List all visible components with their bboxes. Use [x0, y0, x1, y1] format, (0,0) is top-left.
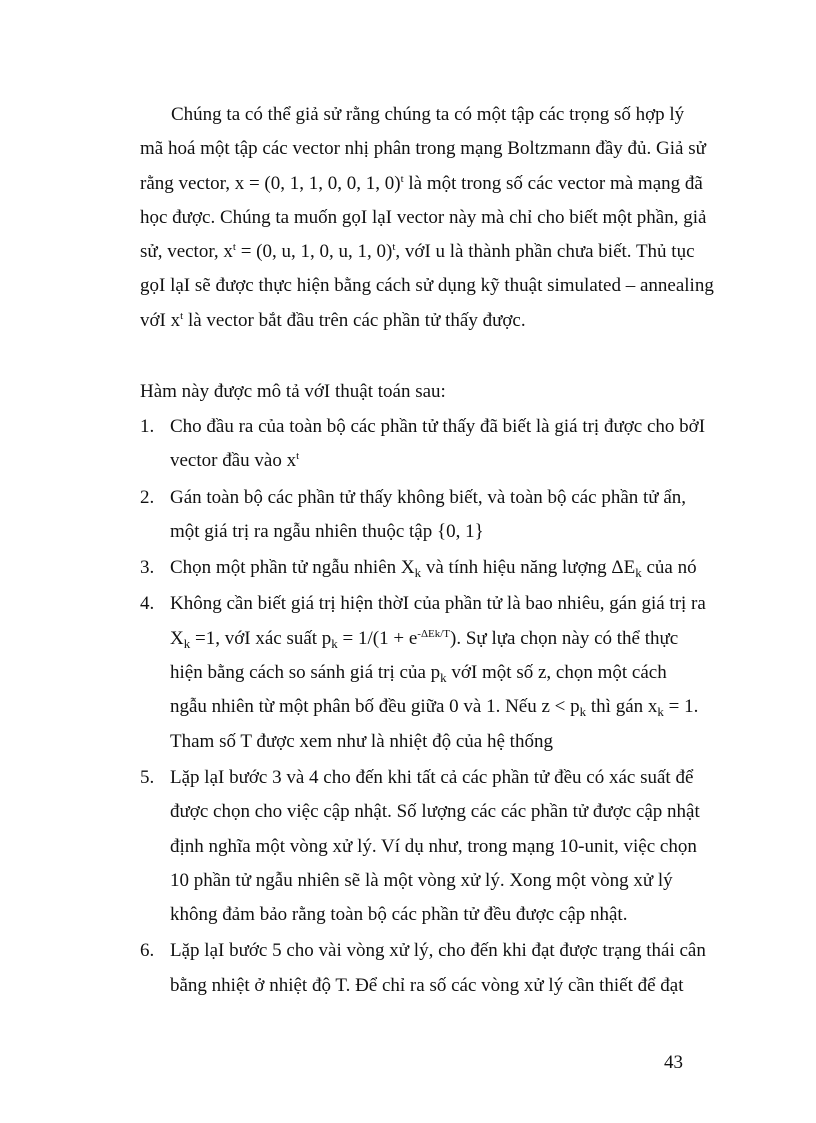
page-number: 43 — [664, 1052, 683, 1073]
step-number: 4. — [140, 593, 155, 615]
intro-paragraph — [140, 98, 714, 338]
step-text-line: vector đầu vào $x^t$ — [170, 450, 300, 472]
algorithm-steps-list — [140, 410, 720, 1005]
step-number: 1. — [140, 416, 155, 437]
intro-line-7: vớI $x^t$ là vector bắt đầu trên các phần tử thấy được. — [140, 309, 526, 331]
step-text-line: Lặp lạI bước 5 cho vài vòng xử lý, cho đến khi đạt được trạng thái cân — [170, 940, 706, 962]
step-text-line: Không cần biết giá trị hiện thờI của phần tử là bao nhiêu, gán giá trị ra — [170, 593, 706, 615]
step-number: 3. — [140, 557, 155, 579]
intro-line-3: rằng vector, x = (0, 1, 1, 0, 0, 1, 0)$^t$ là một trong số các vector mà mạng đã — [140, 172, 703, 194]
step-text-line: một giá trị ra ngẫu nhiên thuộc tập {0, 1} — [170, 520, 484, 542]
intro-line-4: học được. Chúng ta muốn gọI lạI vector này mà chỉ cho biết một phần, giả — [140, 206, 707, 228]
step-text-line: Lặp lạI bước 3 và 4 cho đến khi tất cả các phần tử đều có xác suất để — [170, 766, 694, 788]
step-text-line: 10 phần tử ngẫu nhiên sẽ là một vòng xử lý. Xong một vòng xử lý — [170, 869, 673, 891]
step-number: 5. — [140, 766, 155, 788]
step-number: 2. — [140, 486, 155, 508]
step-text-line: bằng nhiệt ở nhiệt độ T. Để chỉ ra số các vòng xử lý cần thiết để đạt — [170, 974, 684, 996]
intro-line-2: mã hoá một tập các vector nhị phân trong mạng Boltzmann đầy đủ. Giả sử — [140, 138, 706, 160]
list-item — [140, 551, 720, 585]
list-item — [140, 934, 720, 1003]
list-item — [140, 481, 720, 550]
step-text-line: Gán toàn bộ các phần tử thấy không biết, và toàn bộ các phần tử ẩn, — [170, 486, 687, 508]
step-text-line: định nghĩa một vòng xử lý. Ví dụ như, trong mạng 10-unit, việc chọn — [170, 835, 697, 857]
algorithm-lead-text: Hàm này được mô tả vớI thuật toán sau: — [140, 381, 446, 402]
step-text-line: Tham số T được xem như là nhiệt độ của hệ thống — [170, 730, 553, 752]
step-text-line: $X_k =1$, vớI xác suất $p_k = 1/(1 + e^{-\Delta Ek/T})$. Sự lựa chọn này có thể thực — [170, 627, 679, 651]
list-item — [140, 410, 720, 479]
step-text-line: không đảm bảo rằng toàn bộ các phần tử đều được cập nhật. — [170, 904, 628, 926]
intro-line-1: Chúng ta có thể giả sử rằng chúng ta có một tập các trọng số hợp lý — [171, 104, 685, 125]
list-item — [140, 761, 720, 932]
intro-line-5: sử, vector, $x^t = (0$, u, 1, 0, u, 1, 0)$^t$, vớI u là thành phần chưa biết. Thủ tục — [140, 241, 695, 263]
list-item — [140, 587, 720, 758]
step-text-line: ngẫu nhiên từ một phân bố đều giữa 0 và 1. Nếu $z < p_k$ thì gán $x_k = 1$. — [170, 696, 699, 720]
step-text-line: Cho đầu ra của toàn bộ các phần tử thấy đã biết là giá trị được cho bởI — [170, 416, 706, 437]
step-number: 6. — [140, 940, 155, 962]
intro-line-6: gọI lạI sẽ được thực hiện bằng cách sử dụng kỹ thuật simulated – annealing — [140, 275, 714, 297]
step-text-line: hiện bằng cách so sánh giá trị của $p_k$ vớI một số z, chọn một cách — [170, 662, 667, 686]
step-text-line: được chọn cho việc cập nhật. Số lượng các các phần tử được cập nhật — [170, 801, 700, 823]
step-text-line: Chọn một phần tử ngẫu nhiên $X_k$ và tính hiệu năng lượng $\Delta E_k$ của nó — [170, 557, 697, 581]
